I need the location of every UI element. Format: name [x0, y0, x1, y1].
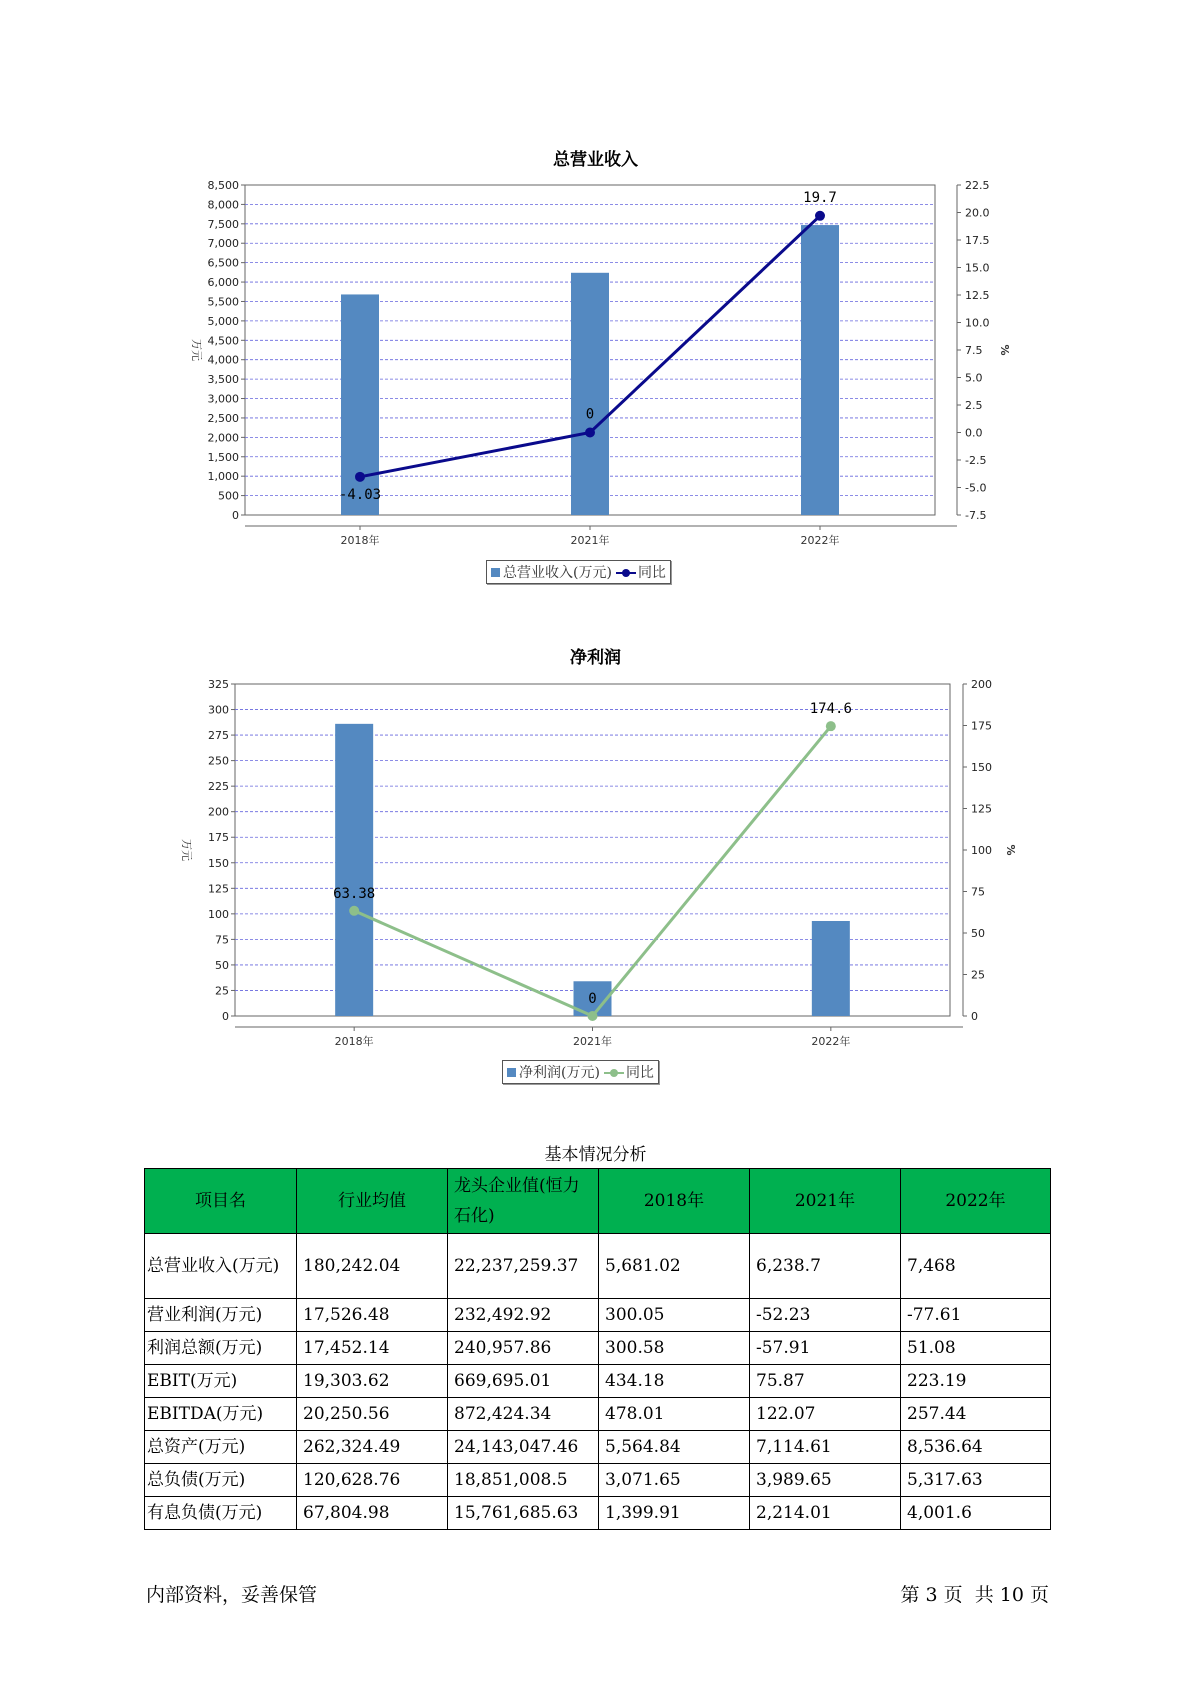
y-tick-label: 500 [218, 489, 239, 503]
y-axis-label: 万元 [180, 839, 193, 861]
x-tick-label: 2021年 [570, 534, 610, 547]
table-cell: 总营业收入(万元) [145, 1234, 297, 1299]
y2-tick-label: 25 [971, 968, 985, 982]
y-tick-label: 5,000 [207, 314, 239, 328]
revenue-chart-legend [486, 560, 671, 584]
y-tick-label: 8,000 [207, 198, 239, 212]
y-tick-label: 6,500 [207, 256, 239, 270]
table-header-cell: 项目名 [145, 1169, 297, 1234]
y-tick-label: 100 [208, 907, 229, 921]
table-cell: 营业利润(万元) [145, 1299, 297, 1332]
table-cell: 75.87 [750, 1365, 901, 1398]
legend-bar-label: 总营业收入(万元) [503, 565, 612, 581]
x-tick-label: 2018年 [334, 1035, 374, 1048]
bar [801, 225, 839, 515]
y-tick-label: 3,000 [207, 392, 239, 406]
y2-tick-label: 0.0 [965, 426, 983, 440]
table-cell: 122.07 [750, 1398, 901, 1431]
y2-tick-label: 2.5 [965, 399, 983, 412]
y2-tick-label: 20.0 [965, 206, 990, 220]
table-cell: 434.18 [599, 1365, 750, 1398]
y-tick-label: 0 [222, 1010, 229, 1023]
table-cell: 1,399.91 [599, 1497, 750, 1530]
table-header-cell: 龙头企业值(恒力石化) [448, 1169, 599, 1234]
table-cell: 24,143,047.46 [448, 1431, 599, 1464]
y-tick-label: 200 [208, 805, 229, 819]
y2-axis-label: % [998, 344, 1011, 356]
table-cell: 300.05 [599, 1299, 750, 1332]
y2-tick-label: 150 [971, 761, 992, 774]
table-cell: 6,238.7 [750, 1234, 901, 1299]
table-cell: 2,214.01 [750, 1497, 901, 1530]
table-row [145, 1365, 1051, 1398]
y-tick-label: 8,500 [207, 179, 239, 192]
table-cell: EBIT(万元) [145, 1365, 297, 1398]
y2-tick-label: 125 [971, 802, 992, 816]
table-cell: 3,989.65 [750, 1464, 901, 1497]
bar-legend-swatch [507, 1068, 516, 1077]
x-tick-label: 2022年 [800, 534, 840, 547]
table-row [145, 1398, 1051, 1431]
table-row [145, 1332, 1051, 1365]
y-tick-label: 175 [208, 831, 229, 845]
y-tick-label: 7,000 [207, 237, 239, 251]
y-tick-label: 125 [208, 882, 229, 896]
table-title: 基本情况分析 [544, 1145, 647, 1165]
table-cell: 478.01 [599, 1398, 750, 1431]
table-cell: 51.08 [901, 1332, 1051, 1365]
y-tick-label: 25 [215, 984, 229, 998]
y2-tick-label: 75 [971, 885, 985, 899]
y-tick-label: 6,000 [207, 276, 239, 290]
net-profit-chart-legend [502, 1060, 659, 1084]
y-tick-label: 5,500 [207, 295, 239, 309]
table-cell: 5,564.84 [599, 1431, 750, 1464]
table-cell: EBITDA(万元) [145, 1398, 297, 1431]
y2-tick-label: 10.0 [965, 316, 990, 330]
legend-bar-label: 净利润(万元) [519, 1065, 600, 1081]
table-cell: 总负债(万元) [145, 1464, 297, 1497]
y2-tick-label: -5.0 [965, 481, 987, 495]
yoy-point [588, 1011, 598, 1021]
y2-tick-label: 17.5 [965, 234, 990, 247]
yoy-data-label: 174.6 [809, 701, 852, 718]
table-header-cell: 2022年 [901, 1169, 1051, 1234]
x-tick-label: 2022年 [811, 1035, 851, 1048]
y2-tick-label: 12.5 [965, 289, 990, 302]
y2-tick-label: 0 [971, 1010, 978, 1023]
y-tick-label: 50 [215, 958, 229, 972]
y2-axis-label: % [1004, 844, 1017, 856]
table-cell: -57.91 [750, 1332, 901, 1365]
table-cell: 18,851,008.5 [448, 1464, 599, 1497]
table-cell: 257.44 [901, 1398, 1051, 1431]
yoy-point [826, 721, 836, 731]
table-cell: -52.23 [750, 1299, 901, 1332]
y-tick-label: 75 [215, 933, 229, 947]
table-row [145, 1234, 1051, 1299]
table-header-row [145, 1169, 1051, 1234]
y2-tick-label: 175 [971, 719, 992, 733]
yoy-point [815, 211, 825, 221]
footer-page-number: 第 3 页 共 10 页 [900, 1584, 1049, 1606]
table-cell: 8,536.64 [901, 1431, 1051, 1464]
table-cell: 67,804.98 [297, 1497, 448, 1530]
x-tick-label: 2018年 [340, 534, 380, 547]
y-tick-label: 275 [208, 729, 229, 743]
y-tick-label: 2,500 [207, 411, 239, 425]
table-cell: 4,001.6 [901, 1497, 1051, 1530]
y-tick-label: 225 [208, 780, 229, 794]
table-header-cell: 2021年 [750, 1169, 901, 1234]
table-cell: 17,452.14 [297, 1332, 448, 1365]
y2-tick-label: 200 [971, 678, 992, 691]
table-cell: 7,114.61 [750, 1431, 901, 1464]
yoy-point [585, 428, 595, 438]
y-tick-label: 0 [232, 509, 239, 522]
y2-tick-label: 50 [971, 927, 985, 940]
y2-tick-label: -7.5 [965, 509, 987, 522]
table-cell: 22,237,259.37 [448, 1234, 599, 1299]
y2-tick-label: -2.5 [965, 454, 987, 467]
legend-line-label: 同比 [625, 1065, 654, 1081]
yoy-data-label: -4.03 [338, 486, 382, 503]
table-cell: 300.58 [599, 1332, 750, 1365]
table-cell: 3,071.65 [599, 1464, 750, 1497]
y-tick-label: 1,000 [207, 470, 239, 484]
table-cell: 19,303.62 [297, 1365, 448, 1398]
table-row [145, 1464, 1051, 1497]
yoy-data-label: 0 [588, 991, 597, 1007]
chart-title-revenue: 总营业收入 [553, 150, 638, 170]
table-row [145, 1497, 1051, 1530]
bar [333, 724, 376, 1016]
y2-tick-label: 7.5 [965, 344, 983, 357]
line-legend-swatch [604, 1068, 624, 1078]
line-legend-swatch [616, 568, 636, 578]
y-tick-label: 1,500 [207, 450, 239, 464]
yoy-data-label: 63.38 [333, 885, 376, 902]
y-tick-label: 325 [208, 678, 229, 691]
y2-tick-label: 22.5 [965, 179, 990, 192]
y2-tick-label: 100 [971, 844, 992, 857]
bar [812, 921, 850, 1016]
table-row [145, 1299, 1051, 1332]
table-header-cell: 行业均值 [297, 1169, 448, 1234]
yoy-point [355, 472, 365, 482]
table-cell: 5,681.02 [599, 1234, 750, 1299]
bar [571, 273, 609, 515]
table-cell: 7,468 [901, 1234, 1051, 1299]
y-tick-label: 7,500 [207, 217, 239, 231]
chart-title-net-profit: 净利润 [570, 648, 621, 668]
y-tick-label: 4,000 [207, 353, 239, 367]
table-cell: 有息负债(万元) [145, 1497, 297, 1530]
table-cell: 5,317.63 [901, 1464, 1051, 1497]
table-row [145, 1431, 1051, 1464]
table-cell: -77.61 [901, 1299, 1051, 1332]
y-tick-label: 150 [208, 856, 229, 870]
table-cell: 240,957.86 [448, 1332, 599, 1365]
footer-confidential-note: 内部资料，妥善保管 [146, 1584, 318, 1606]
y-tick-label: 3,500 [207, 373, 239, 387]
y-tick-label: 2,000 [207, 431, 239, 445]
y-tick-label: 300 [208, 703, 229, 717]
y2-tick-label: 15.0 [965, 261, 990, 275]
y2-tick-label: 5.0 [965, 371, 983, 385]
table-cell: 669,695.01 [448, 1365, 599, 1398]
legend-line-label: 同比 [637, 565, 666, 581]
table-cell: 17,526.48 [297, 1299, 448, 1332]
yoy-data-label: 0 [585, 406, 595, 423]
yoy-data-label: 19.7 [803, 189, 837, 206]
table-cell: 232,492.92 [448, 1299, 599, 1332]
table-cell: 872,424.34 [448, 1398, 599, 1431]
basic-analysis-table [144, 1168, 1051, 1530]
revenue-chart [0, 170, 1191, 590]
bar [338, 294, 382, 515]
table-cell: 15,761,685.63 [448, 1497, 599, 1530]
table-cell: 223.19 [901, 1365, 1051, 1398]
table-header-cell: 2018年 [599, 1169, 750, 1234]
bar-legend-swatch [491, 568, 500, 577]
table-cell: 总资产(万元) [145, 1431, 297, 1464]
y-tick-label: 4,500 [207, 334, 239, 348]
table-cell: 20,250.56 [297, 1398, 448, 1431]
x-tick-label: 2021年 [573, 1035, 612, 1048]
table-cell: 262,324.49 [297, 1431, 448, 1464]
yoy-point [349, 906, 359, 916]
table-cell: 利润总额(万元) [145, 1332, 297, 1365]
table-cell: 120,628.76 [297, 1464, 448, 1497]
net-profit-chart [0, 668, 1191, 1088]
y-axis-label: 万元 [190, 339, 203, 361]
table-cell: 180,242.04 [297, 1234, 448, 1299]
y-tick-label: 250 [208, 754, 229, 768]
